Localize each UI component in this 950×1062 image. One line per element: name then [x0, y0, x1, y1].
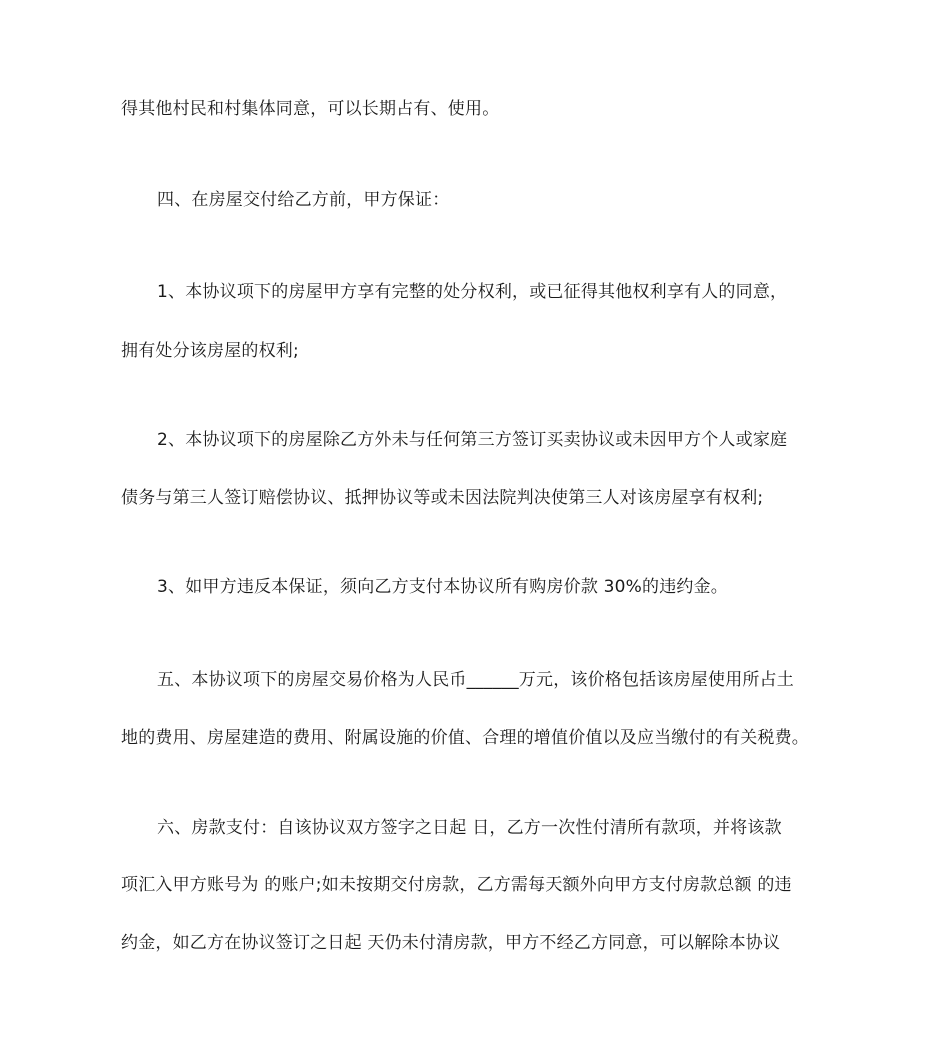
section-heading: 四、在房屋交付给乙方前，甲方保证： — [157, 190, 450, 210]
paragraph-line: 2、本协议项下的房屋除乙方外未与任何第三方签订买卖协议或未因甲方个人或家庭 — [157, 430, 788, 450]
section-heading: 六、房款支付：自该协议双方签字之日起 日，乙方一次性付清所有款项，并将该款 — [157, 818, 782, 838]
paragraph-line: 拥有处分该房屋的权利; — [121, 341, 299, 361]
paragraph-line: 1、本协议项下的房屋甲方享有完整的处分权利，或已征得其他权利享有人的同意， — [157, 282, 788, 302]
paragraph-line: 约金，如乙方在协议签订之日起 天仍未付清房款，甲方不经乙方同意，可以解除本协议 — [121, 933, 781, 953]
paragraph-line: 得其他村民和村集体同意，可以长期占有、使用。 — [121, 99, 500, 119]
paragraph-line: 项汇入甲方账号为 的账户;如未按期交付房款，乙方需每天额外向甲方支付房款总额 的违 — [121, 875, 792, 895]
section-heading: 五、本协议项下的房屋交易价格为人民币______万元，该价格包括该房屋使用所占土 — [157, 670, 794, 690]
paragraph-line: 3、如甲方违反本保证，须向乙方支付本协议所有购房价款 30%的违约金。 — [157, 577, 729, 597]
paragraph-line: 债务与第三人签订赔偿协议、抵押协议等或未因法院判决使第三人对该房屋享有权利; — [121, 488, 764, 508]
paragraph-line: 地的费用、房屋建造的费用、附属设施的价值、合理的增值价值以及应当缴付的有关税费。 — [121, 728, 809, 748]
